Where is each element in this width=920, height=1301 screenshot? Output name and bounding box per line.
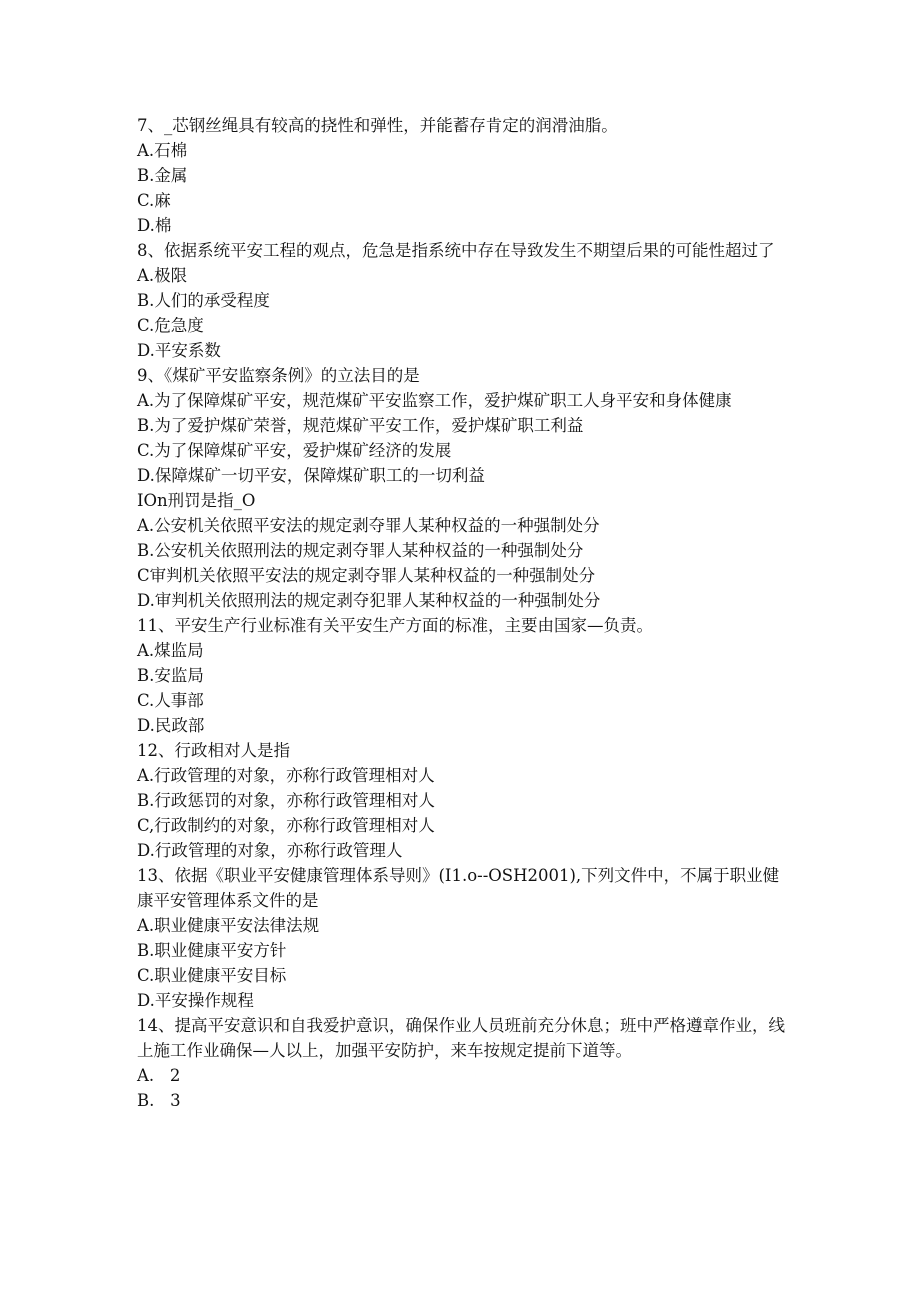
option-a: A.极限 <box>137 266 188 285</box>
question-7: 7、_芯钢丝绳具有较高的挠性和弹性，并能蓄存肯定的润滑油脂。 <box>137 116 618 135</box>
option-d: D.棉 <box>137 216 172 235</box>
option-a: A.职业健康平安法律法规 <box>137 916 320 935</box>
question-12: 12、行政相对人是指 <box>137 741 290 760</box>
option-b: B. 3 <box>137 1091 181 1110</box>
option-c: C.危急度 <box>137 316 204 335</box>
option-a: A.为了保障煤矿平安，规范煤矿平安监察工作，爱护煤矿职工人身平安和身体健康 <box>137 391 732 410</box>
option-b: B.职业健康平安方针 <box>137 941 287 960</box>
document-page <box>137 113 787 1113</box>
option-c: C.麻 <box>137 191 171 210</box>
option-d: D.保障煤矿一切平安，保障煤矿职工的一切利益 <box>137 466 485 485</box>
option-a: A.公安机关依照平安法的规定剥夺罪人某种权益的一种强制处分 <box>137 516 600 535</box>
question-10: IOn刑罚是指_O <box>137 491 256 510</box>
option-b: B.安监局 <box>137 666 204 685</box>
option-b: B.人们的承受程度 <box>137 291 270 310</box>
option-a: A.石棉 <box>137 141 188 160</box>
option-b: B.为了爱护煤矿荣誉，规范煤矿平安工作，爱护煤矿职工利益 <box>137 416 584 435</box>
option-a: A.煤监局 <box>137 641 204 660</box>
question-11: 11、平安生产行业标准有关平安生产方面的标准，主要由国家—负责。 <box>137 616 653 635</box>
option-d: D.行政管理的对象，亦称行政管理人 <box>137 841 403 860</box>
option-c: C审判机关依照平安法的规定剥夺罪人某种权益的一种强制处分 <box>137 566 596 585</box>
option-b: B.行政惩罚的对象，亦称行政管理相对人 <box>137 791 435 810</box>
question-14: 14、提高平安意识和自我爱护意识，确保作业人员班前充分休息；班中严格遵章作业，线上施工作业确保—人以上，加强平安防护，来车按规定提前下道等。 <box>137 1016 785 1060</box>
option-d: D.平安操作规程 <box>137 991 254 1010</box>
option-d: D.审判机关依照刑法的规定剥夺犯罪人某种权益的一种强制处分 <box>137 591 601 610</box>
option-c: C.职业健康平安目标 <box>137 966 287 985</box>
option-c: C,行政制约的对象，亦称行政管理相对人 <box>137 816 435 835</box>
option-c: C.人事部 <box>137 691 204 710</box>
question-13: 13、依据《职业平安健康管理体系导则》(I1.o--OSH2001),下列文件中，不属于职业健康平安管理体系文件的是 <box>137 866 780 910</box>
option-c: C.为了保障煤矿平安，爱护煤矿经济的发展 <box>137 441 452 460</box>
option-d: D.民政部 <box>137 716 205 735</box>
option-b: B.公安机关依照刑法的规定剥夺罪人某种权益的一种强制处分 <box>137 541 584 560</box>
option-b: B.金属 <box>137 166 188 185</box>
question-9: 9、《煤矿平安监察条例》的立法目的是 <box>137 366 420 385</box>
option-a: A.行政管理的对象，亦称行政管理相对人 <box>137 766 435 785</box>
option-a: A. 2 <box>137 1066 181 1085</box>
option-d: D.平安系数 <box>137 341 221 360</box>
question-8: 8、依据系统平安工程的观点，危急是指系统中存在导致发生不期望后果的可能性超过了 <box>137 241 775 260</box>
